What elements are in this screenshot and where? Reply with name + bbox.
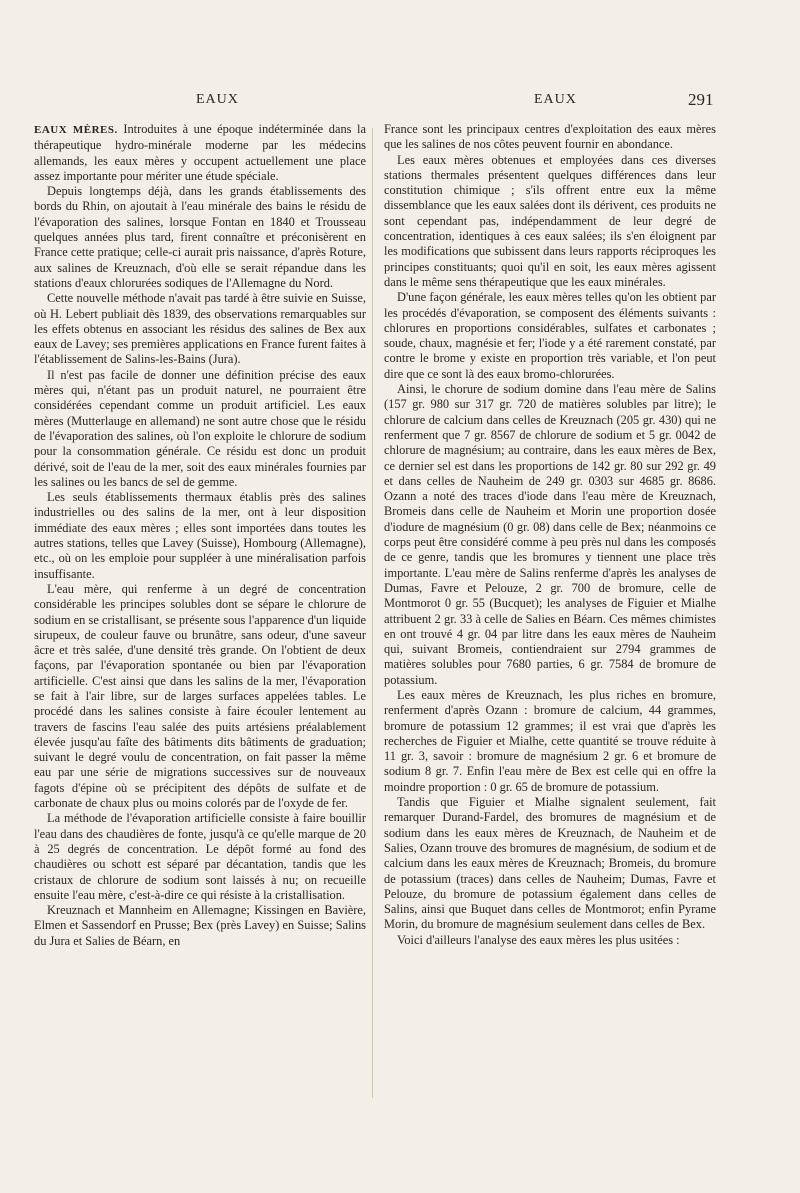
paragraph: La méthode de l'évaporation artificielle consiste à faire bouillir l'eau dans des chaudières de fonte, jusqu'à ce qu'elle marque de 20 à 25 degrés de concentration. Le dépôt formé au fond des chaudières ou schott est séparé par décantation, tandis que les cristaux de chlorure de sodium sont laissés à nu; on recueille ensuite l'eau mère, c'est-à-dire ce qui résiste à la cristallisation.	[34, 811, 366, 902]
paragraph: Les eaux mères obtenues et employées dans ces diverses stations thermales présentent quelques différences dans leur constitution chimique ; s'ils offrent entre eux la même dissemblance que les eaux salées dont ils dérivent, ces produits ne sont cependant pas, indépendamment de leur degré de concentration, identiques à ces eaux salées; ils s'en éloignent par les modifications que subissent dans leurs rapports réciproques les principes constituants; quoi qu'il en soit, les eaux mères agissent dans le même sens thérapeutique que les eaux minérales.	[384, 152, 716, 289]
paragraph: Kreuznach et Mannheim en Allemagne; Kissingen en Bavière, Elmen et Sassendorf en Prusse; Bex (près Lavey) en Suisse; Salins du Jura et Salies de Béarn, en	[34, 903, 366, 948]
paragraph: Cette nouvelle méthode n'avait pas tardé à être suivie en Suisse, où H. Lebert publiait dès 1839, des observations remarquables sur les effets obtenus en associant les résidus des salines de Bex aux eaux de Lavey; ses premières applications en France furent faites à l'établissement de Salins-les-Bains (Jura).	[34, 291, 366, 367]
paragraph: Les eaux mères de Kreuznach, les plus riches en bromure, renferment d'après Ozann : bromure de calcium, 44 grammes, bromure de potassium 12 grammes; il est vrai que d'après les recherches de Figuier et Mialhe, cette quantité se trouve réduite à 11 gr. 3, savoir : bromure de magnésium 2 gr. 6 et bromure de sodium 8 gr. 7. Enfin l'eau mère de Bex est celle qui en offre la moindre proportion : 0 gr. 65 de bromure de potassium.	[384, 687, 716, 794]
right-column	[384, 122, 716, 948]
paragraph: L'eau mère, qui renferme à un degré de concentration considérable les principes solubles dont se sépare le chlorure de sodium en se cristallisant, se présente sous l'apparence d'un liquide sirupeux, de couleur fauve ou brunâtre, sans odeur, d'une saveur âcre et très salée, d'une densité très grande. On l'obtient de deux façons, par l'évaporation spontanée ou bien par l'évaporation artificielle. C'est ainsi que dans les salins de la mer, l'évaporation se fait à l'air libre, sur de larges surfaces appelées tables. Le procédé dans les salines consiste à faire écouler lentement au travers de fascins l'eau salée des puits artésiens préalablement élevée jusqu'au faîte des bâtiments dits bâtiments de graduation; suivant le degré voulu de concentration, on fait passer la même eau par une série de migrations successives sur de nouveaux fagots d'épine où se précipitent des dépôts de sulfate et de carbonate de chaux plus ou moins colorés par de l'oxyde de fer.	[34, 581, 366, 811]
paragraph: Depuis longtemps déjà, dans les grands établissements des bords du Rhin, on ajoutait à l'eau minérale des bains le résidu de l'évaporation des salines, lorsque Fontan en 1840 et Trousseau quelques années plus tard, firent connaître et préconisèrent en France cette pratique; celle-ci aurait pris naissance, d'après Roture, aux salines de Kreuznach, d'où elle se serait répandue dans les stations d'eaux chlorurées sodiques de l'Allemagne du Nord.	[34, 184, 366, 290]
page-number: 291	[688, 90, 714, 109]
paragraph: Les seuls établissements thermaux établis près des salines industrielles ou des salins de la mer, ont à leur disposition immédiate des eaux mères ; elles sont importées dans toutes les autres stations, telles que Lavey (Suisse), Hombourg (Allemagne), etc., où on les emploie pour suppléer à une minéralisation parfois insuffisante.	[34, 490, 366, 581]
paragraph: Il n'est pas facile de donner une définition précise des eaux mères qui, n'étant pas un produit naturel, ne pourraient être considérées cependant comme un produit artificiel. Les eaux mères (Mutterlauge en allemand) ne sont autre chose que le résidu de l'évaporation des salines, où l'on exploite le chlorure de sodium pour la consommation générale. Ce résidu est donc un produit dérivé, soit de l'eau de la mer, soit des eaux minérales fournies par les salines ou les bancs de sel de gemme.	[34, 367, 366, 489]
paragraph: D'une façon générale, les eaux mères telles qu'on les obtient par les procédés d'évaporation, se composent des éléments suivants : chlorures en proportions considérables, sulfates et carbonates ; soude, chaux, magnésie et fer; l'iode y a été rarement constaté, par contre le brome y existe en proportion très variable, et l'on peut dire que ce sont là des eaux bromo-chlorurées.	[384, 290, 716, 381]
running-head-left: EAUX	[196, 92, 239, 107]
paragraph: Ainsi, le chorure de sodium domine dans l'eau mère de Salins (157 gr. 980 sur 317 gr. 720 de matières solubles par litre); le chlorure de calcium dans celles de Kreuznach (205 gr. 430) qui ne renferment que 7 gr. 8567 de chlorure de sodium et 5 gr. 0042 de chlorure de magnésium; au contraire, dans les eaux mères de Bex, ce dernier sel est dans les proportions de 142 gr. 80 sur 292 gr. 49 et dans celles de Nauheim de 249 gr. 0303 sur 4685 gr. 8686. Ozann a noté des traces d'iode dans l'eau mère de Kreuznach, Bromeis dans celle de Nauheim et Morin une proportion dosée d'iodure de magnésium (0 gr. 08) dans celle de Bex; néanmoins ce corps peut être considéré comme à peu près nul dans les composés de ce genre, tandis que les bromures y tiennent une place très importante. L'eau mère de Salins renferme d'après les analyses de Dumas, Favre et Pelouze, 2 gr. 700 de bromure, celle de Montmorot 0 gr. 55 (Bucquet); les analyses de Figuier et Mialhe attribuent 2 gr. 33 à celle de Salies en Béarn. Ces mêmes chimistes en ont trouvé 4 gr. 04 par litre dans les eaux mères de Nauheim qui, suivant Bromeis, contiendraient sur 2794 grammes de matières solubles pour 7680 parties, 6 gr. 7584 de bromure de potassium.	[384, 382, 716, 687]
paragraph: France sont les principaux centres d'exploitation des eaux mères que les salines de nos côtes peuvent fournir en abondance.	[384, 122, 716, 152]
left-column	[34, 122, 366, 949]
running-head-right: EAUX	[534, 92, 577, 107]
column-divider	[372, 128, 373, 1098]
paragraph: EAUX MÈRES. Introduites à une époque indéterminée dans la thérapeutique hydro-minérale moderne par les médecins allemands, les eaux mères y occupent actuellement une place assez importante pour mériter une étude spéciale.	[34, 122, 366, 183]
paragraph: Tandis que Figuier et Mialhe signalent seulement, fait remarquer Durand-Fardel, des bromures de magnésium et de sodium dans les eaux mères de Kreuznach, de Nauheim et de Salies, Ozann trouve des bromures de magnésium, de sodium et de calcium dans les eaux mères de Kreuznach; Bromeis, du bromure de potassium (traces) dans celles de Nauheim; Dumas, Favre et Pelouze, du bromure de potassium également dans celles de Salins, ainsi que Buquet dans celles de Montmorot; enfin Pyrame Morin, du bromure de magnésium seulement dans celles de Bex.	[384, 795, 716, 932]
paragraph: Voici d'ailleurs l'analyse des eaux mères les plus usitées :	[397, 932, 680, 947]
entry-heading: EAUX MÈRES.	[34, 124, 118, 136]
